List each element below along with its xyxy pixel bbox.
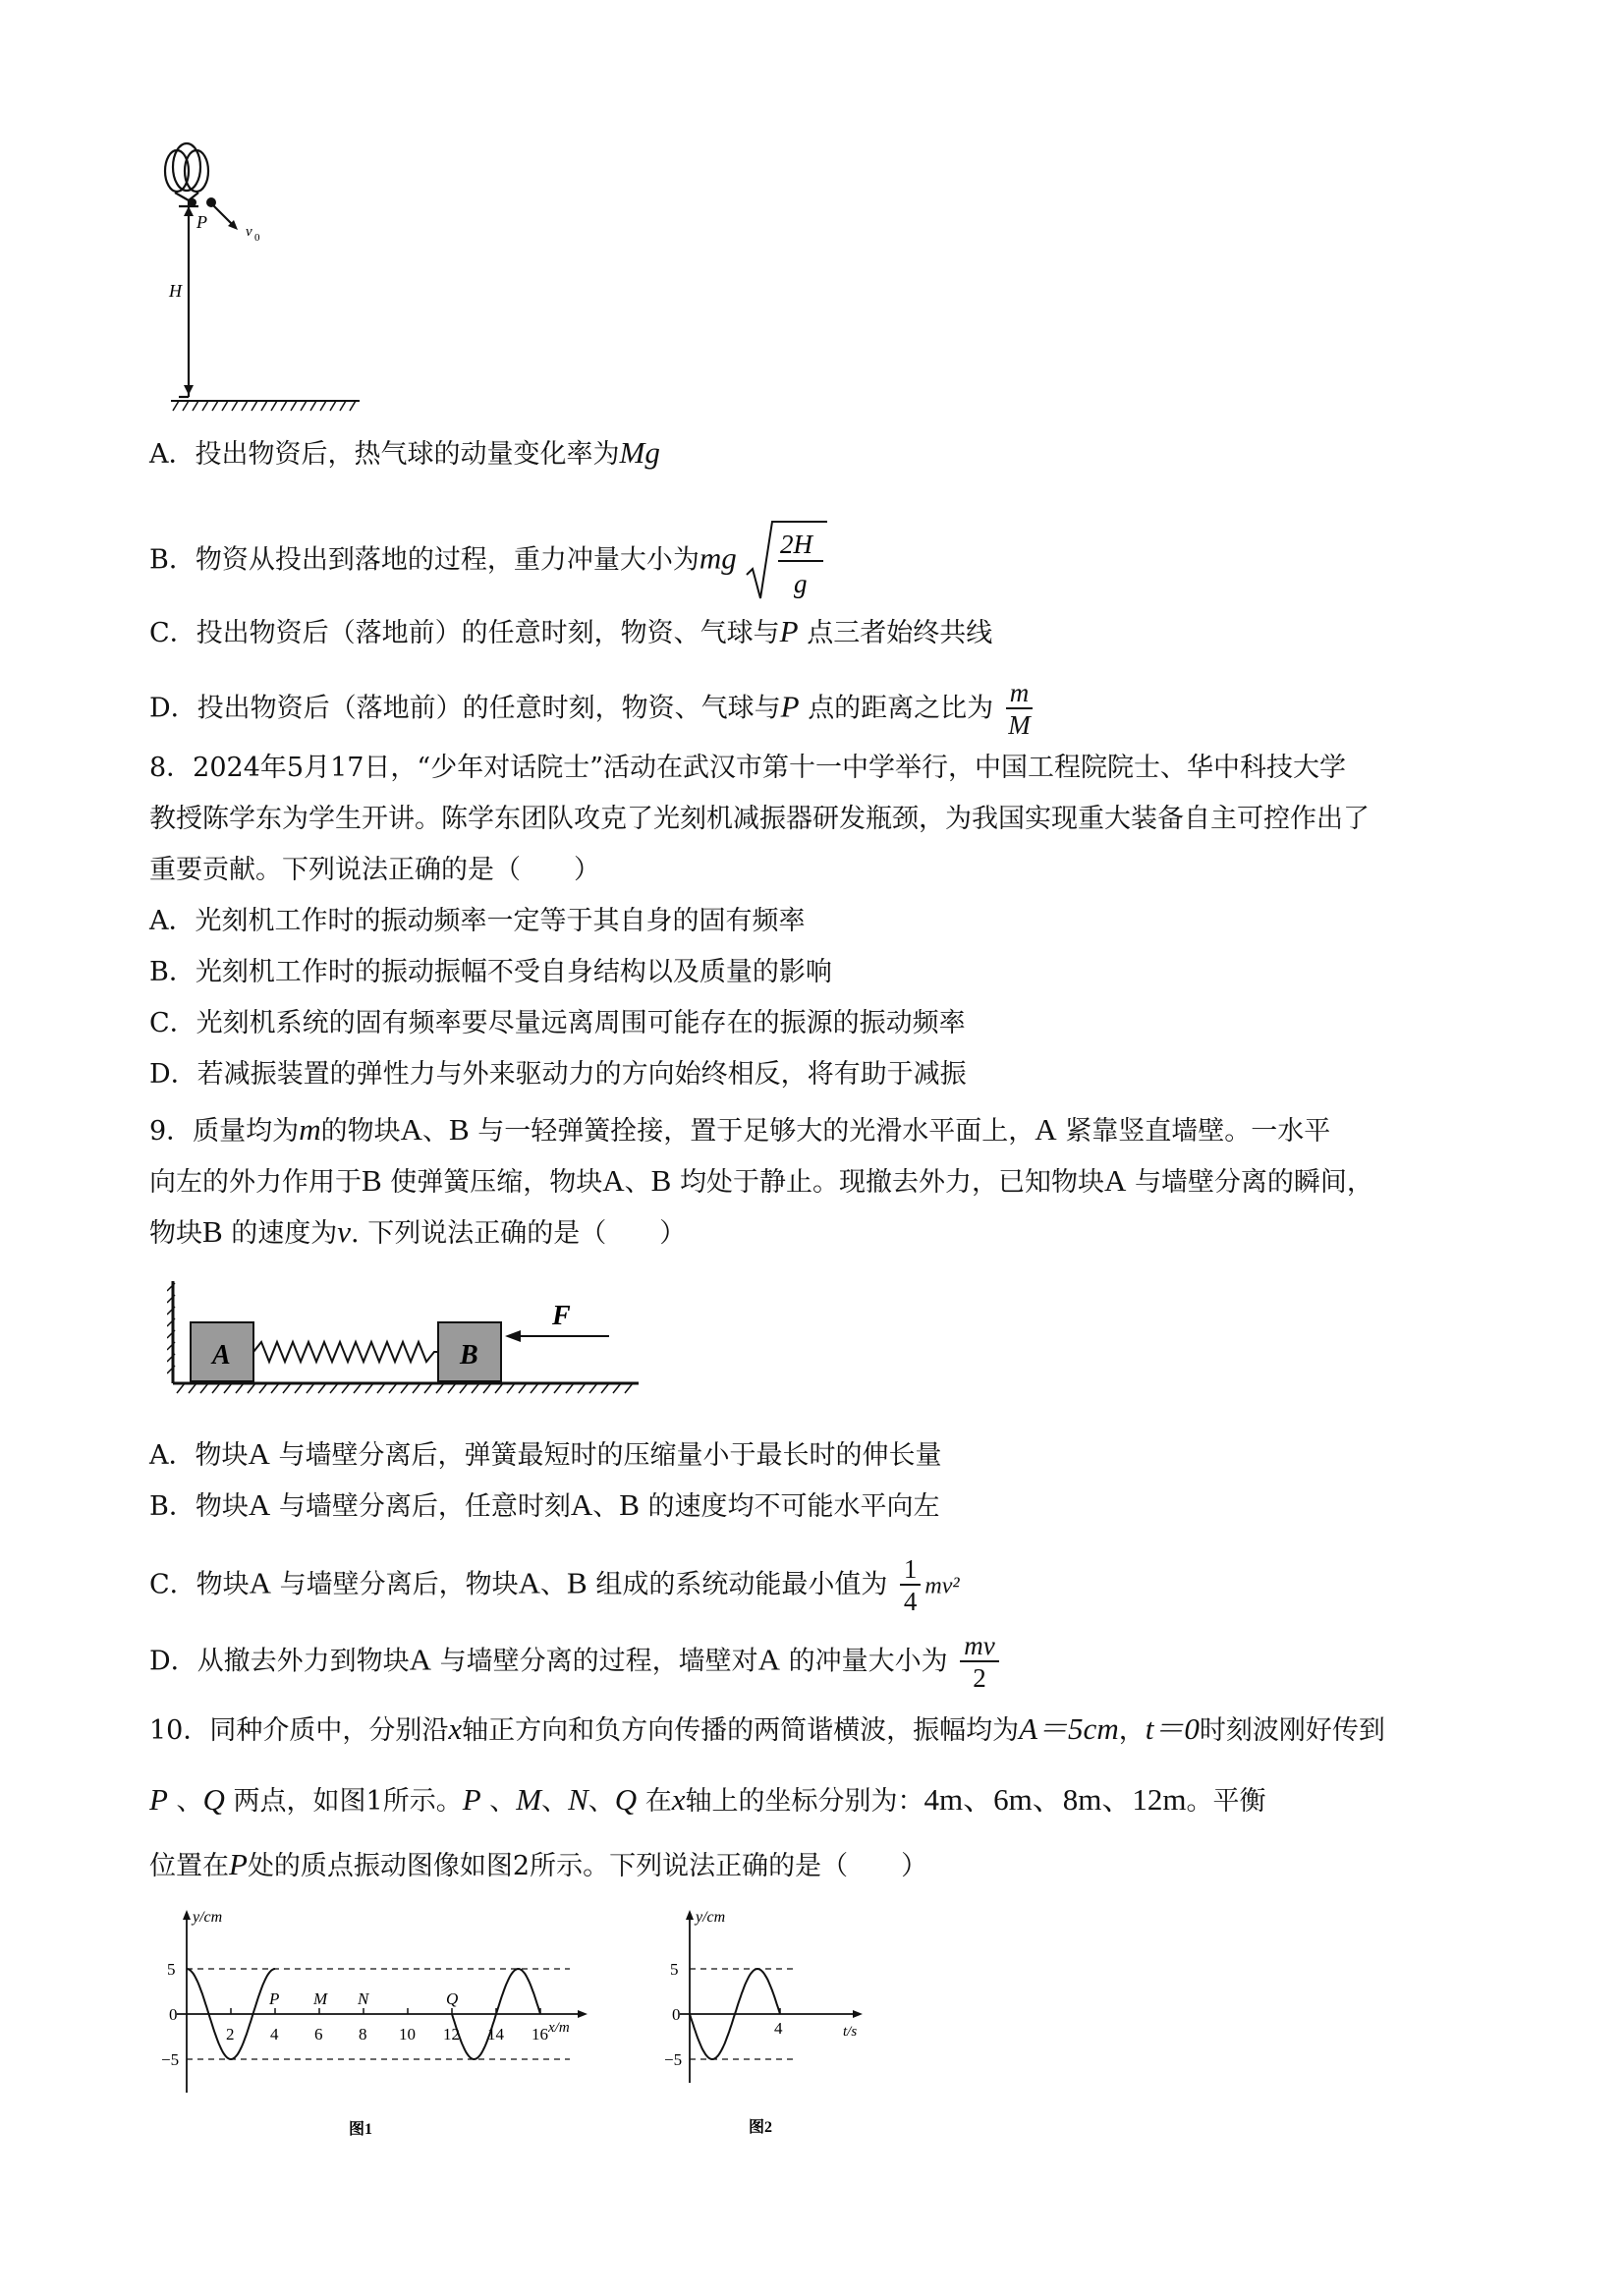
q9-option-d: D．从撤去外力到物块A 与墙壁分离的过程，墙壁对A 的冲量大小为 $\frac{mv}{2}$	[149, 1631, 1003, 1694]
q9-option-b: B．物块A 与墙壁分离后，任意时刻A、B 的速度均不可能水平向左	[149, 1487, 940, 1522]
fig1-xtick-label: 16	[532, 2025, 548, 2044]
fig1-point-p: P	[269, 1989, 280, 2008]
q10-stem-line-3: 位置在P处的质点振动图像如图2所示。下列说法正确的是（ ）	[149, 1847, 928, 1881]
fig2-ylabel: y/cm	[696, 1909, 726, 1926]
q8-option-d: D．若减振装置的弹性力与外来驱动力的方向始终相反，将有助于减振	[149, 1059, 967, 1090]
q8-option-b: B．光刻机工作时的振动振幅不受自身结构以及质量的影响	[149, 957, 832, 987]
fig1-caption: 图1	[349, 2121, 373, 2138]
vibration-figure-2	[658, 1906, 894, 2142]
q7-option-d: D．投出物资后（落地前）的任意时刻，物资、气球与P 点的距离之比为 $\frac{m}{M}$	[149, 678, 1036, 741]
label-block-b: B	[460, 1340, 478, 1371]
balloon-figure	[157, 138, 383, 413]
fig1-xtick-label: 12	[443, 2025, 460, 2044]
fraction-mv-over-2: $\frac{mv}{2}$	[960, 1631, 998, 1694]
label-v0-sub: 0	[254, 232, 260, 244]
q9-option-a: A．物块A 与墙壁分离后，弹簧最短时的压缩量小于最长时的伸长量	[149, 1436, 942, 1471]
spring	[253, 1342, 438, 1362]
fig1-ylabel: y/cm	[193, 1909, 223, 1926]
fig2-caption: 图2	[749, 2119, 773, 2136]
q7-option-a: A．投出物资后，热气球的动量变化率为Mg	[149, 435, 660, 470]
spring-blocks-figure	[167, 1277, 648, 1395]
sqrt-expression	[745, 520, 829, 602]
label-v0: v	[246, 224, 252, 240]
q7-option-c: C．投出物资后（落地前）的任意时刻，物资、气球与P 点三者始终共线	[149, 614, 993, 648]
q8-stem-line-2: 教授陈学东为学生开讲。陈学东团队攻克了光刻机减振器研发瓶颈，为我国实现重大装备自主可控作出了	[149, 804, 1370, 834]
fig1-ytick-0: 0	[169, 2005, 178, 2024]
label-p: P	[196, 212, 207, 232]
fig1-xtick-label: 2	[226, 2025, 235, 2044]
fig1-xtick-label: 14	[487, 2025, 504, 2044]
q10-stem-line-1: 10．同种介质中，分别沿x轴正方向和负方向传播的两简谐横波，振幅均为A＝5cm，t＝0时刻波刚好传到	[149, 1711, 1385, 1746]
q9-option-c: C．物块A 与墙壁分离后，物块A、B 组成的系统动能最小值为 $\frac{1}{4}$ mv²	[149, 1554, 960, 1616]
fraction-m-over-M: $\frac{m}{M}$	[1006, 678, 1034, 741]
fig2-ytick-0: 0	[672, 2005, 681, 2024]
label-force-f: F	[552, 1301, 571, 1331]
fig1-ytick-neg5: −5	[161, 2050, 180, 2069]
fig2-ytick-neg5: −5	[664, 2050, 683, 2069]
force-arrow	[505, 1330, 521, 1342]
q10-stem-line-2: P 、Q 两点，如图1所示。P 、M、N、Q 在x轴上的坐标分别为：4m、6m、8m、12m。平衡	[149, 1782, 1266, 1817]
label-h: H	[169, 281, 182, 301]
fig2-xlabel: t/s	[843, 2024, 858, 2040]
q8-option-c: C．光刻机系统的固有频率要尽量远离周围可能存在的振源的振动频率	[149, 1008, 966, 1038]
fig1-xlabel: x/m	[548, 2020, 570, 2036]
fraction-one-quarter: $\frac{1}{4}$	[900, 1554, 922, 1617]
fig1-xtick-label: 6	[314, 2025, 323, 2044]
fig1-xtick-label: 10	[399, 2025, 416, 2044]
fig1-point-n: N	[358, 1989, 369, 2008]
fig1-ytick-5: 5	[167, 1960, 176, 1979]
q9-stem-line-2: 向左的外力作用于B 使弹簧压缩，物块A、B 均处于静止。现撤去外力，已知物块A 与墙壁分离的瞬间，	[149, 1163, 1373, 1198]
wave-figure-1	[147, 1906, 609, 2142]
q9-stem-line-3: 物块B 的速度为v. 下列说法正确的是（ ）	[149, 1214, 687, 1249]
sqrt-numerator: 2H	[780, 530, 813, 559]
q7-option-b: B．物资从投出到落地的过程，重力冲量大小为mg 2H g	[149, 520, 829, 602]
fig1-point-m: M	[313, 1989, 328, 2008]
q8-option-a: A．光刻机工作时的振动频率一定等于其自身的固有频率	[149, 906, 806, 936]
fig1-xtick-label: 8	[359, 2025, 367, 2044]
fig2-xtick-4: 4	[774, 2019, 783, 2038]
fig2-ytick-5: 5	[670, 1960, 679, 1979]
q8-stem-line-3: 重要贡献。下列说法正确的是（ ）	[149, 855, 600, 885]
q8-stem-line-1: 8．2024年5月17日，“少年对话院士”活动在武汉市第十一中学举行，中国工程院院士、华中科技大学	[149, 753, 1347, 783]
q9-stem-line-1: 9．质量均为m的物块A、B 与一轻弹簧拴接，置于足够大的光滑水平面上，A 紧靠竖直墙壁。一水平	[149, 1112, 1331, 1147]
fig1-xtick-label: 4	[270, 2025, 279, 2044]
label-block-a: A	[212, 1340, 231, 1371]
sqrt-denominator: g	[794, 569, 808, 598]
fig1-point-q: Q	[446, 1989, 459, 2008]
